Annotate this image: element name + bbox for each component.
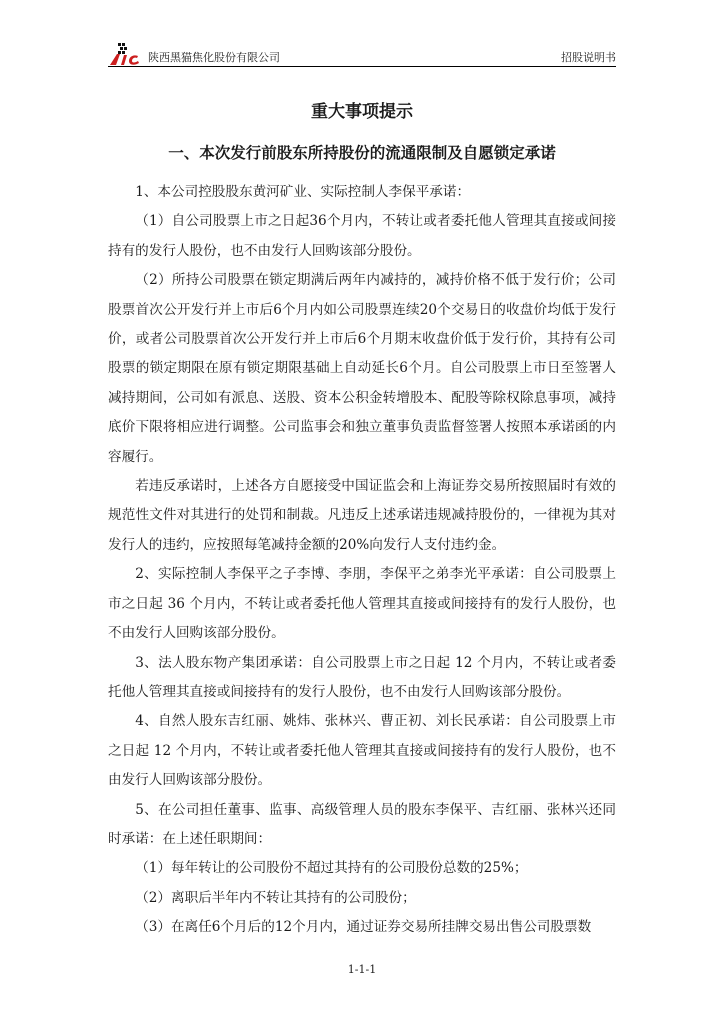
- page-number: 1-1-1: [347, 963, 377, 976]
- paragraph: （2）所持公司股票在锁定期满后两年内减持的，减持价格不低于发行价；公司股票首次公开发行并上市后6个月内如公司股票连续20个交易日的收盘价均低于发行价，或者公司股票首次公开发行并上市后6个月期末收盘价低于发行价，其持有公司股票的锁定期限在原有锁定期限基础上自动延长6个月。自公司股票上市日至签署人减持期间，公司如有派息、送股、资本公积金转增股本、配股等除权除息事项，减持底价下限将相应进行调整。公司监事会和独立董事负责监督签署人按照本承诺函的内容履行。: [108, 272, 616, 465]
- header-divider: [108, 66, 616, 67]
- paragraph: 若违反承诺时，上述各方自愿接受中国证监会和上海证券交易所按照届时有效的规范性文件对其进行的处罚和制裁。凡违反上述承诺违规减持股份的，一律视为其对发行人的违约，应按照每笔减持金额的20%向发行人支付违约金。: [108, 478, 616, 553]
- paragraph: 4、自然人股东吉红丽、姚炜、张林兴、曹正初、刘长民承诺：自公司股票上市之日起 12 个月内，不转让或者委托他人管理其直接或间接持有的发行人股份，也不由发行人回购该部分股份。: [108, 713, 616, 789]
- body-text: [108, 178, 616, 943]
- company-name: 陕西黑猫焦化股份有限公司: [148, 51, 280, 64]
- paragraph: 2、实际控制人李保平之子李博、李朋，李保平之弟李光平承诺：自公司股票上市之日起 36 个月内，不转让或者委托他人管理其直接或间接持有的发行人股份，也不由发行人回购该部分股份。: [108, 566, 616, 642]
- paragraph: （3）在离任6个月后的12个月内，通过证券交易所挂牌交易出售公司股票数: [135, 919, 592, 936]
- section-title: 一、本次发行前股东所持股份的流通限制及自愿锁定承诺: [168, 144, 556, 162]
- paragraph: （2）离职后半年内不转让其持有的公司股份；: [135, 889, 416, 906]
- document-type: 招股说明书: [561, 51, 616, 64]
- paragraph: （1）每年转让的公司股份不超过其持有的公司股份总数的25%；: [135, 860, 528, 877]
- paragraph: 3、法人股东物产集团承诺：自公司股票上市之日起 12 个月内，不转让或者委托他人管理其直接或间接持有的发行人股份，也不由发行人回购该部分股份。: [108, 654, 616, 700]
- page-title: 重大事项提示: [311, 102, 413, 122]
- paragraph: 5、在公司担任董事、监事、高级管理人员的股东李保平、吉红丽、张林兴还同时承诺：在上述任职期间：: [108, 801, 616, 847]
- company-logo-icon: [108, 42, 144, 66]
- paragraph: 1、本公司控股股东黄河矿业、实际控制人李保平承诺：: [135, 184, 471, 200]
- paragraph: （1）自公司股票上市之日起36个月内，不转让或者委托他人管理其直接或间接持有的发行人股份，也不由发行人回购该部分股份。: [108, 213, 616, 259]
- page-header: [108, 38, 616, 68]
